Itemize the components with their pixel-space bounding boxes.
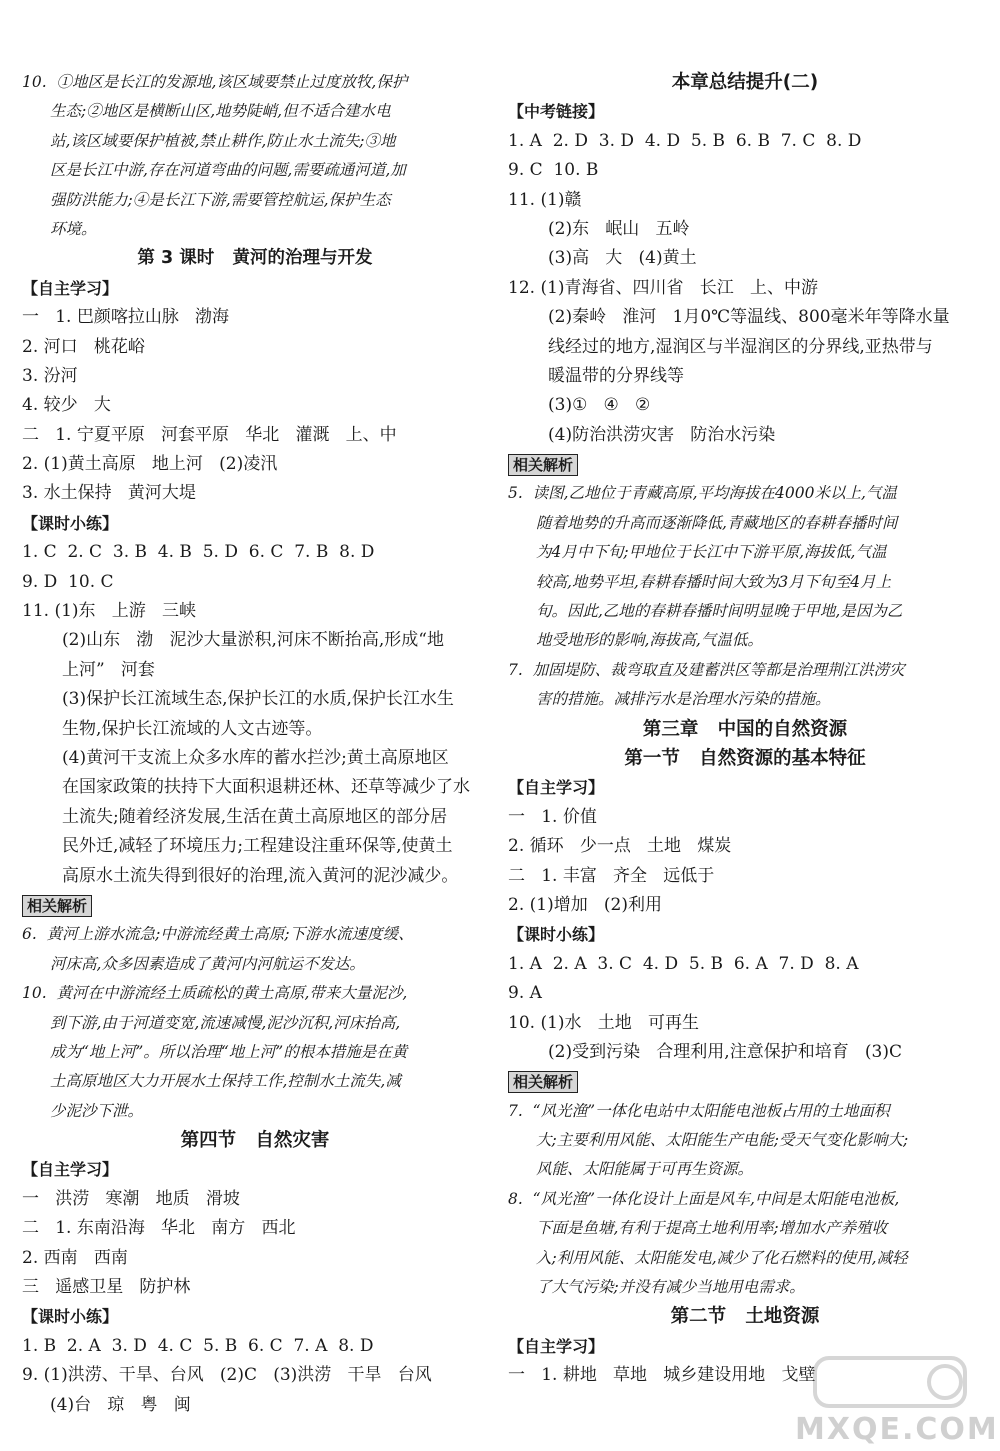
analysis-text-line: 7. “风光渔”一体化电站中太阳能电池板占用的土地面积 — [508, 1101, 890, 1120]
right-column — [508, 68, 982, 1391]
answer-line: 生物,保护长江流域的人文古迹等。 — [62, 718, 323, 739]
section-heading: 第二节 土地资源 — [670, 1306, 820, 1328]
answer-line: (2)东 岷山 五岭 — [548, 218, 690, 239]
section-tag: 【自主学习】 — [22, 278, 119, 298]
section-heading: 第三章 中国的自然资源 — [642, 718, 848, 740]
answer-line: 11. (1)东 上游 三峡 — [22, 601, 196, 622]
answer-line: (2)秦岭 淮河 1月0℃等温线、800毫米年等降水量 — [548, 307, 950, 328]
answer-line: 1. B 2. A 3. D 4. C 5. B 6. C 7. A 8. D — [22, 1335, 374, 1356]
answer-line: 9. D 10. C — [22, 571, 114, 592]
answer-line: 一 洪涝 寒潮 地质 滑坡 — [22, 1188, 240, 1209]
watermark-text: MXQE.COM — [795, 1412, 999, 1447]
analysis-text-line: 7. 加固堤防、裁弯取直及建蓄洪区等都是治理荆江洪涝灾 — [508, 660, 905, 679]
analysis-text-line: 10. 黄河在中游流经土质疏松的黄土高原,带来大量泥沙, — [22, 984, 408, 1003]
answer-line: 一 1. 价值 — [508, 806, 597, 827]
answer-line: 3. 水土保持 黄河大堤 — [22, 483, 196, 504]
analysis-label-line — [22, 891, 488, 920]
analysis-label: 相关解析 — [508, 454, 578, 476]
analysis-text-line: 到下游,由于河道变宽,流速减慢,泥沙沉积,河床抬高, — [50, 1013, 401, 1032]
section-tag: 【课时小练】 — [508, 925, 605, 945]
answer-line: 暖温带的分界线等 — [548, 365, 684, 386]
section-tag: 【自主学习】 — [508, 778, 605, 798]
analysis-text-line: 站,该区域要保护植被,禁止耕作,防止水土流失;③地 — [50, 131, 396, 150]
answer-line: 二 1. 宁夏平原 河套平原 华北 灌溉 上、中 — [22, 424, 397, 445]
left-column — [22, 68, 488, 1420]
analysis-text-line: 旬。因此,乙地的春耕春播时间明显晚于甲地,是因为乙 — [536, 602, 903, 621]
answer-line: (4)防治洪涝灾害 防治水污染 — [548, 424, 776, 445]
answer-line: 9. (1)洪涝、干旱、台风 (2)C (3)洪涝 干旱 台风 — [22, 1365, 432, 1386]
analysis-text-line: 强防洪能力;④是长江下游,需要管控航运,保护生态 — [50, 190, 391, 209]
analysis-text-line: 随着地势的升高而逐渐降低,青藏地区的春耕春播时间 — [536, 513, 898, 532]
section-heading: 第四节 自然灾害 — [180, 1130, 330, 1152]
section-heading: 本章总结提升(二) — [671, 72, 819, 93]
answer-line: (4)黄河干支流上众多水库的蓄水拦沙;黄土高原地区 — [62, 747, 449, 768]
watermark-badge-icon — [795, 1352, 985, 1412]
answer-line: 一 1. 巴颜喀拉山脉 渤海 — [22, 307, 230, 328]
section-heading: 第 3 课时 黄河的治理与开发 — [137, 248, 373, 269]
analysis-text-line: 较高,地势平坦,春耕春播时间大致为3月下旬至4月上 — [536, 572, 892, 591]
analysis-text-line: 区是长江中游,存在河道弯曲的问题,需要疏通河道,加 — [50, 161, 406, 180]
answer-line: 二 1. 丰富 齐全 远低于 — [508, 865, 715, 886]
section-tag: 【中考链接】 — [508, 102, 605, 122]
section-tag: 【课时小练】 — [22, 1307, 119, 1327]
section-tag: 【自主学习】 — [22, 1160, 119, 1180]
answer-line: (3)保护长江流域生态,保护长江的水质,保护长江水生 — [62, 689, 454, 710]
analysis-text-line: 生态;②地区是横断山区,地势陡峭,但不适合建水电 — [50, 102, 391, 121]
analysis-text-line: 大;主要利用风能、太阳能生产电能;受天气变化影响大; — [536, 1131, 909, 1150]
analysis-text-line: 环境。 — [50, 219, 97, 238]
answer-line: 1. A 2. D 3. D 4. D 5. B 6. B 7. C 8. D — [508, 130, 862, 151]
answer-line: 在国家政策的扶持下大面积退耕还林、还草等减少了水 — [62, 777, 470, 798]
analysis-text-line: 8. “风光渔”一体化设计上面是风车,中间是太阳能电池板, — [508, 1189, 900, 1208]
analysis-label: 相关解析 — [508, 1071, 578, 1093]
answer-line: 10. (1)水 土地 可再生 — [508, 1012, 699, 1033]
section-heading: 第一节 自然资源的基本特征 — [624, 747, 866, 769]
analysis-text-line: 下面是鱼塘,有利于提高土地利用率;增加水产养殖收 — [536, 1219, 888, 1238]
answer-line: (2)山东 渤 泥沙大量淤积,河床不断抬高,形成“地 — [62, 630, 445, 651]
answer-line: 二 1. 东南沿海 华北 南方 西北 — [22, 1218, 296, 1239]
analysis-text-line: 河床高,众多因素造成了黄河内河航运不发达。 — [50, 954, 365, 973]
watermark-logo — [795, 1352, 999, 1447]
analysis-text-line: 入;利用风能、太阳能发电,减少了化石燃料的使用,减轻 — [536, 1248, 908, 1267]
answer-line: 土流失;随着经济发展,生活在黄土高原地区的部分居 — [62, 806, 448, 827]
answer-line: 高原水土流失得到很好的治理,流入黄河的泥沙减少。 — [62, 865, 459, 886]
answer-line: 2. (1)增加 (2)利用 — [508, 894, 662, 915]
answer-line: 2. (1)黄土高原 地上河 (2)凌汛 — [22, 454, 278, 475]
analysis-text-line: 土高原地区大力开展水土保持工作,控制水土流失,减 — [50, 1072, 401, 1091]
analysis-text-line: 成为“地上河”。所以治理“地上河”的根本措施是在黄 — [50, 1042, 408, 1061]
answer-line: 12. (1)青海省、四川省 长江 上、中游 — [508, 277, 818, 298]
analysis-text-line: 6. 黄河上游水流急;中游流经黄土高原;下游水流速度缓、 — [22, 925, 414, 944]
answer-line: 三 遥感卫星 防护林 — [22, 1277, 191, 1298]
analysis-text-line: 10. ①地区是长江的发源地,该区域要禁止过度放牧,保护 — [22, 73, 408, 91]
analysis-text-line: 5. 读图,乙地位于青藏高原,平均海拔在4000米以上,气温 — [508, 484, 897, 503]
analysis-text-line: 为4月中下旬;甲地位于长江中下游平原,海拔低,气温 — [536, 543, 887, 562]
answer-line: (4)台 琼 粤 闽 — [50, 1394, 191, 1415]
answer-line: (3)① ④ ② — [548, 395, 651, 416]
answer-line: 11. (1)赣 — [508, 189, 582, 210]
answer-line: 9. A — [508, 983, 542, 1004]
analysis-text-line: 少泥沙下泄。 — [50, 1101, 144, 1120]
answer-line: 3. 汾河 — [22, 365, 78, 386]
answer-line: 2. 河口 桃花峪 — [22, 336, 145, 357]
analysis-label-line — [508, 1067, 982, 1096]
section-tag: 【自主学习】 — [508, 1336, 605, 1356]
answer-line: 9. C 10. B — [508, 160, 599, 181]
answer-line: 民外迁,减轻了环境压力;工程建设注重环保等,使黄土 — [62, 836, 453, 857]
analysis-label-line — [508, 450, 982, 479]
answer-line: 2. 西南 西南 — [22, 1247, 128, 1268]
answer-line: (3)高 大 (4)黄土 — [548, 248, 697, 269]
analysis-text-line: 了大气污染;并没有减少当地用电需求。 — [536, 1278, 805, 1297]
analysis-label: 相关解析 — [22, 895, 92, 917]
answer-line: 2. 循环 少一点 土地 煤炭 — [508, 836, 732, 857]
analysis-text-line: 风能、太阳能属于可再生资源。 — [536, 1160, 754, 1179]
analysis-text-line: 害的措施。减排污水是治理水污染的措施。 — [536, 690, 831, 709]
answer-line: (2)受到污染 合理利用,注意保护和培育 (3)C — [548, 1041, 902, 1062]
answer-line: 线经过的地方,湿润区与半湿润区的分界线,亚热带与 — [548, 336, 933, 357]
answer-line: 一 1. 耕地 草地 城乡建设用地 戈壁 — [508, 1365, 816, 1386]
answer-line: 上河” 河套 — [62, 659, 155, 680]
answer-line: 1. A 2. A 3. C 4. D 5. B 6. A 7. D 8. A — [508, 953, 859, 974]
answer-line: 4. 较少 大 — [22, 395, 111, 416]
answer-line: 1. C 2. C 3. B 4. B 5. D 6. C 7. B 8. D — [22, 542, 375, 563]
analysis-text-line: 地受地形的影响,海拔高,气温低。 — [536, 631, 763, 650]
section-tag: 【课时小练】 — [22, 513, 119, 533]
